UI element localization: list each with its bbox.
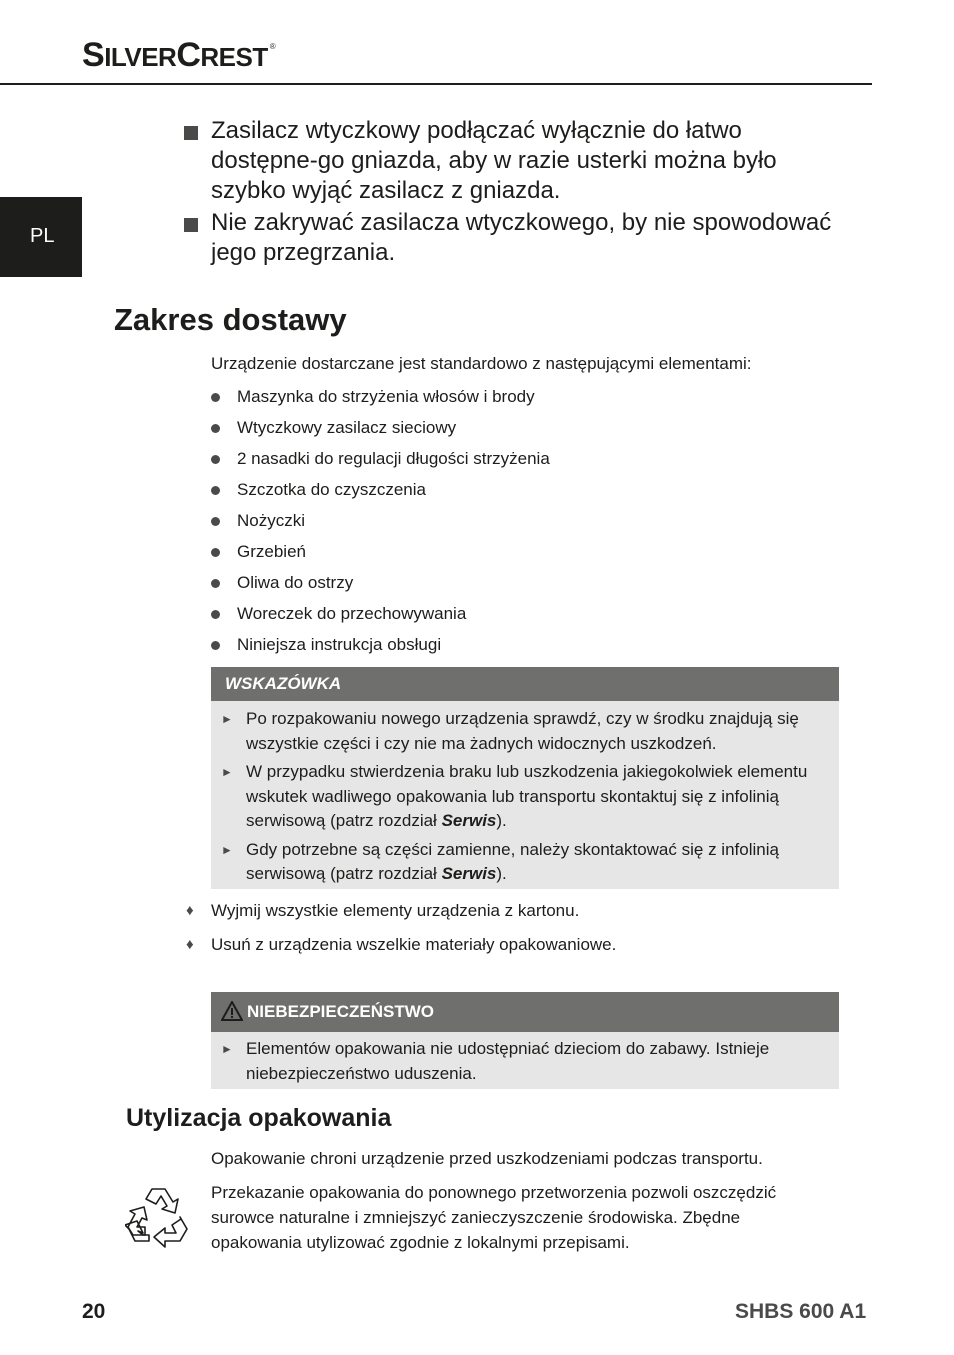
list-item: Woreczek do przechowywania (211, 603, 466, 625)
bullet-dot-icon (211, 455, 220, 464)
danger-item: ► Elementów opakowania nie udostępniać dzieciom do zabawy. Istnieje niebezpieczeństwo uduszenia. (221, 1039, 770, 1083)
diamond-bullet-icon: ♦ (186, 936, 194, 953)
arrow-right-icon: ► (221, 1042, 233, 1056)
list-item: Szczotka do czyszczenia (211, 479, 426, 501)
bullet-dot-icon (211, 610, 220, 619)
arrow-right-icon: ► (221, 712, 233, 726)
subsection-title: Utylizacja opakowania (126, 1104, 392, 1132)
note-box-title: WSKAZÓWKA (211, 667, 839, 701)
bullet-dot-icon (211, 641, 220, 650)
step-item: ♦ Usuń z urządzenia wszelkie materiały opakowaniowe. (186, 935, 617, 954)
arrow-right-icon: ► (221, 765, 233, 779)
list-item: Grzebień (211, 541, 306, 563)
bullet-dot-icon (211, 548, 220, 557)
danger-box-body (211, 1032, 839, 1089)
bullet-dot-icon (211, 424, 220, 433)
bullet-dot-icon (211, 579, 220, 588)
bullet-dot-icon (211, 486, 220, 495)
list-item: Wtyczkowy zasilacz sieciowy (211, 417, 456, 439)
chapter-reference: Serwis (441, 811, 497, 830)
page-number: 20 (82, 1300, 106, 1323)
list-item: Nożyczki (211, 510, 305, 532)
recycle-icon (125, 1183, 195, 1254)
section-title: Zakres dostawy (114, 302, 347, 337)
brand-logo: SILVERCREST ® (82, 36, 276, 74)
note-item: ► Po rozpakowaniu nowego urządzenia sprawdź, czy w środku znajdują się wszystkie części i czy nie ma żadnych widocznych uszkodzeń. (221, 709, 799, 753)
model-number: SHBS 600 A1 (735, 1300, 867, 1323)
list-item: Maszynka do strzyżenia włosów i brody (211, 386, 535, 408)
header-divider (0, 83, 872, 85)
arrow-right-icon: ► (221, 842, 233, 857)
disposal-paragraph: Opakowanie chroni urządzenie przed uszkodzeniami podczas transportu. (211, 1149, 763, 1168)
danger-box-header (211, 992, 839, 1032)
note-box-body (211, 701, 839, 889)
note-item: ► Gdy potrzebne są części zamienne, należy skontaktować się z infolinią serwisową (patrz rozdział Serwis). (221, 839, 779, 883)
note-item: ► W przypadku stwierdzenia braku lub uszkodzenia jakiegokolwiek elementu wskutek wadliwego opakowania lub transportu skontaktuj się z infolinią serwisową (patrz rozdział Serwis). (221, 762, 808, 830)
section-intro: Urządzenie dostarczane jest standardowo z następującymi elementami: (211, 354, 752, 373)
language-tab: PL (0, 197, 82, 277)
bullet-dot-icon (211, 517, 220, 526)
safety-item: Nie zakrywać zasilacza wtyczkowego, by nie spowodować jego przegrzania. (184, 208, 844, 268)
warning-triangle-icon (221, 1001, 243, 1021)
safety-item: Zasilacz wtyczkowy podłączać wyłącznie do łatwo dostępne-go gniazda, aby w razie usterki można było szybko wyjąć zasilacz z gniazda. (184, 116, 844, 206)
square-bullet-icon (184, 218, 198, 232)
list-item: Niniejsza instrukcja obsługi (211, 634, 441, 656)
note-box (211, 667, 839, 889)
list-item: Oliwa do ostrzy (211, 572, 353, 594)
danger-box-title: NIEBEZPIECZEŃSTWO (247, 1002, 435, 1021)
list-item: 2 nasadki do regulacji długości strzyżenia (211, 448, 550, 470)
chapter-reference: Serwis (441, 864, 497, 883)
square-bullet-icon (184, 126, 198, 140)
danger-box (211, 992, 839, 1089)
disposal-paragraph: Przekazanie opakowania do ponownego przetworzenia pozwoli oszczędzić surowce naturalne i zmniejszyć zanieczyszczenie środowiska. Zbędne opakowania utylizować zgodnie z lokalnymi przepisami. (211, 1183, 777, 1252)
step-item: ♦ Wyjmij wszystkie elementy urządzenia z kartonu. (186, 901, 580, 920)
bullet-dot-icon (211, 393, 220, 402)
diamond-bullet-icon: ♦ (186, 902, 194, 919)
